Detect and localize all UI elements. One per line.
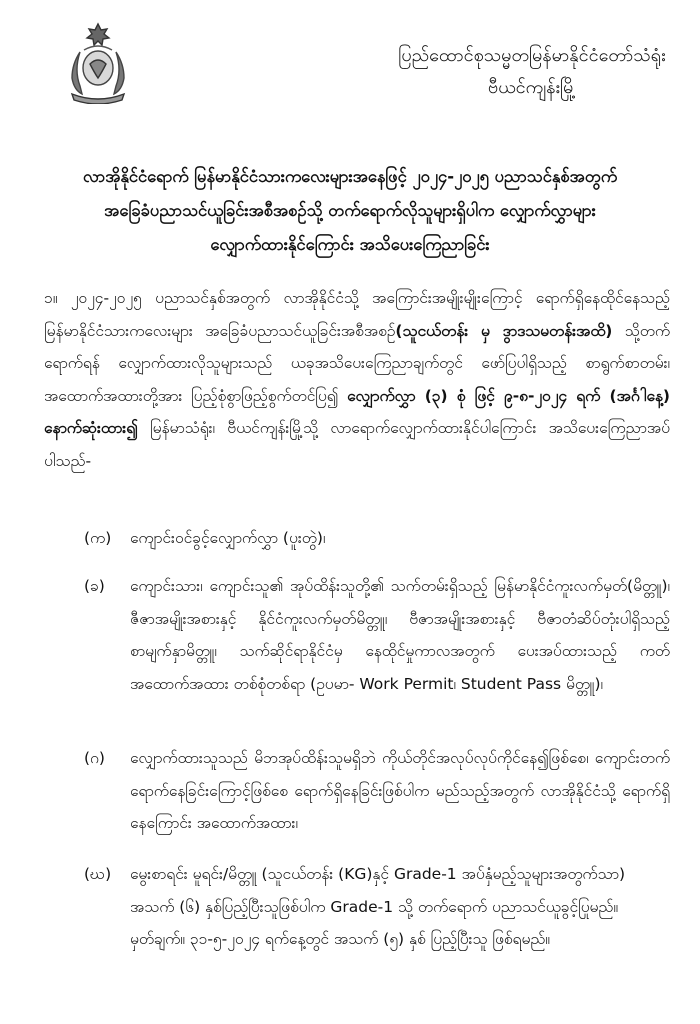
issuing-office — [392, 40, 672, 104]
item-text: ကျောင်းဝင်ခွင့်လျှောက်လွှာ (ပူးတွဲ)၊ — [130, 529, 326, 547]
item-marker: (ဃ) — [84, 865, 112, 883]
title-line-1: လာအိုနိုင်ငံရောက် မြန်မာနိုင်ငံသားကလေးများအနေဖြင့် ၂၀၂၄-၂၀၂၅ ပညာသင်နှစ်အတွက် — [82, 167, 618, 186]
intro-text-2: သို့တက်ရောက်ရန် လျှောက်ထားလိုသူများသည် ယခုအသိပေးကြေညာချက်တွင် ဖော်ပြပါရှိသည့် စာရွက်စာတမ်း၊ အထောက်အထားတို့အား ပြည့်စုံစွာဖြည့်စွက်တင်ပြ၍ — [44, 321, 670, 405]
item-marker: (က) — [84, 529, 112, 547]
office-name: ပြည်ထောင်စုသမ္မတမြန်မာနိုင်ငံတော်သံရုံး — [398, 45, 666, 66]
intro-bold-grades: (သူငယ်တန်း မှ ဒွာဒသမတန်းအထိ) — [395, 321, 613, 340]
item-remark: မှတ်ချက်။ ၃၁-၅-၂၀၂၄ ရက်နေ့တွင် အသက် (၅) နှစ် ပြည့်ပြီးသူ ဖြစ်ရမည်။ — [130, 930, 550, 948]
item-text — [130, 858, 670, 956]
requirement-item-ka — [44, 522, 670, 555]
requirement-item-ga — [44, 742, 670, 840]
document-title — [24, 160, 676, 262]
intro-bold-deadline: လျှောက်လွှာ (၃) စုံ ဖြင့် ၉-၈-၂၀၂၄ ရက် (အင်္ဂါနေ့) နောက်ဆုံးထား၍ — [44, 386, 670, 437]
state-emblem-icon — [62, 20, 134, 104]
item-text: လျှောက်ထားသူသည် မိဘအုပ်ထိန်းသူမရှိဘဲ ကိုယ်တိုင်အလုပ်လုပ်ကိုင်နေ၍ဖြစ်စေ၊ ကျောင်းတက်ရောက်နေခြင်းကြောင့်ဖြစ်စေ ရောက်ရှိနေခြင်းဖြစ်ပါက မည်သည့်အတွက် လာအိုနိုင်ငံသို့ ရောက်ရှိနေကြောင်း အထောက်အထား၊ — [130, 749, 670, 832]
office-city: ဗီယင်ကျန်းမြို့ — [487, 77, 577, 98]
title-line-3: လျှောက်ထားနိုင်ကြောင်း အသိပေးကြေညာခြင်း — [210, 235, 490, 254]
requirement-item-kha — [44, 570, 670, 700]
intro-text-1: ၁။ ၂၀၂၄-၂၀၂၅ ပညာသင်နှစ်အတွက် လာအိုနိုင်ငံသို့ အကြောင်းအမျိုးမျိုးကြောင့် ရောက်ရှိနေထိုင်နေသည့် မြန်မာနိုင်ငံသားကလေးများ အခြေခံပညာသင်ယူခြင်းအစီအစဉ် — [44, 289, 670, 340]
item-main-text: မွေးစာရင်း မူရင်း/မိတ္တူ (သူငယ်တန်း (KG)နှင့် Grade-1 အပ်နှံမည့်သူများအတွက်သာ) — [130, 865, 626, 883]
intro-text-3: မြန်မာသံရုံး၊ ဗီယင်ကျန်းမြို့သို့ လာရောက်လျှောက်ထားနိုင်ပါကြောင်း အသိပေးကြေညာအပ်ပါသည်- — [44, 419, 670, 470]
item-text: ကျောင်းသား၊ ကျောင်းသူ၏ အုပ်ထိန်းသူတို့၏ သက်တမ်းရှိသည့် မြန်မာနိုင်ငံကူးလက်မှတ်(မိတ္တူ)၊ ဇီဇာအမျိုးအစားနှင့် နိုင်ငံကူးလက်မှတ်မိတ္တူ၊ ဗီဇာအမျိုးအစားနှင့် ဗီဇာတံဆိပ်တုံးပါရှိသည့် စာမျက်နှာမိတ္တူ၊ သက်ဆိုင်ရာနိုင်ငံမှ နေထိုင်မှုကာလအတွက် ပေးအပ်ထားသည့် ကတ်အထောက်အထား တစ်စုံတစ်ရာ (ဥပမာ- Work Permit၊ Student Pass မိတ္တူ)၊ — [130, 577, 670, 693]
intro-paragraph — [44, 282, 670, 477]
requirement-item-gha — [44, 858, 670, 956]
item-marker: (ခ) — [84, 577, 105, 595]
item-marker: (ဂ) — [84, 749, 105, 767]
title-line-2: အခြေခံပညာသင်ယူခြင်းအစီအစဉ်သို့ တက်ရောက်လိုသူများရှိပါက လျှောက်လွှာများ — [104, 201, 596, 220]
item-note-age: အသက် (၆) နှစ်ပြည့်ပြီးသူဖြစ်ပါက Grade-1 သို့ တက်ရောက် ပညာသင်ယူခွင့်ပြုမည်။ — [130, 897, 619, 916]
